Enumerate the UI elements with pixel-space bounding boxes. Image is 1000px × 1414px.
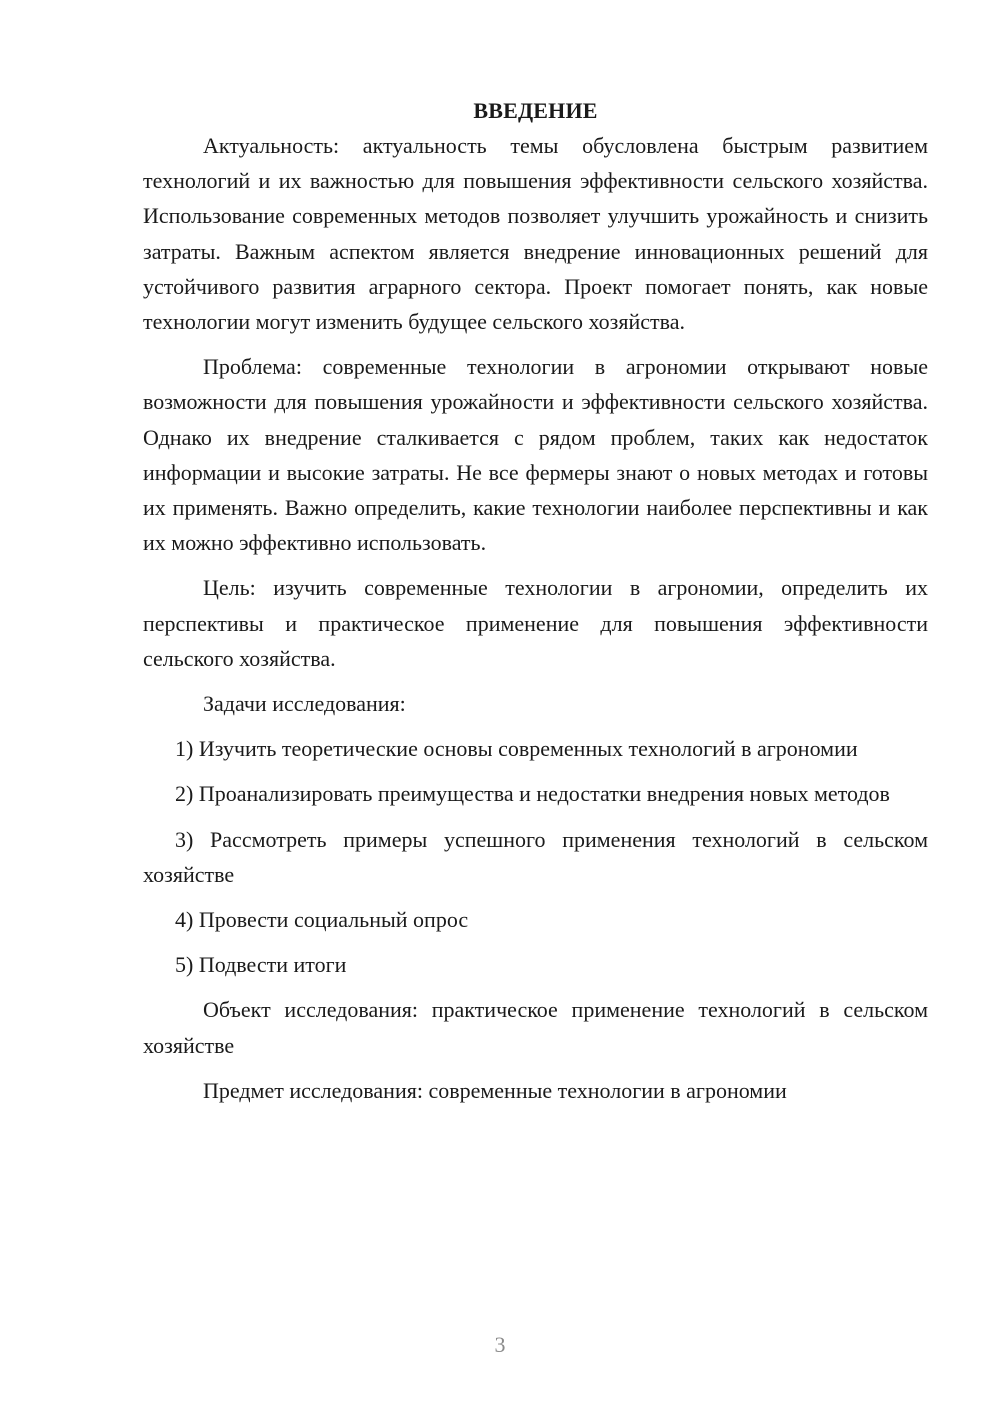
- goal-paragraph: Цель: изучить современные технологии в агрономии, определить их перспективы и практическое применение для повышения эффективности сельского хозяйства.: [143, 575, 928, 671]
- tasks-heading: Задачи исследования:: [203, 691, 406, 717]
- subject-paragraph: Предмет исследования: современные технологии в агрономии: [203, 1077, 787, 1103]
- object-paragraph: Объект исследования: практическое применение технологий в сельском хозяйстве: [143, 997, 928, 1058]
- task-item-3: 3) Рассмотреть примеры успешного применения технологий в сельском хозяйстве: [143, 826, 928, 887]
- task-item-5: 5) Подвести итоги: [175, 952, 347, 978]
- task-item-1: 1) Изучить теоретические основы современных технологий в агрономии: [175, 736, 858, 762]
- task-item-4: 4) Провести социальный опрос: [175, 907, 469, 933]
- page-title: ВВЕДЕНИЕ: [473, 98, 598, 123]
- page-number: 3: [494, 1332, 506, 1357]
- task-item-2: 2) Проанализировать преимущества и недостатки внедрения новых методов: [175, 781, 890, 807]
- problem-paragraph: Проблема: современные технологии в агрономии открывают новые возможности для повышения урожайности и эффективности сельского хозяйства. Однако их внедрение сталкивается с рядом проблем, таких как недостаток информации и высокие затраты. Не все фермеры знают о новых методах и готовы их применять. Важно определить, какие технологии наиболее перспективны и как их можно эффективно использовать.: [143, 354, 928, 556]
- relevance-paragraph: Актуальность: актуальность темы обусловлена быстрым развитием технологий и их важностью для повышения эффективности сельского хозяйства. Использование современных методов позволяет улучшить урожайность и снизить затраты. Важным аспектом является внедрение инновационных решений для устойчивого развития аграрного сектора. Проект помогает понять, как новые технологии могут изменить будущее сельского хозяйства.: [143, 133, 928, 335]
- page-content: [143, 93, 928, 1108]
